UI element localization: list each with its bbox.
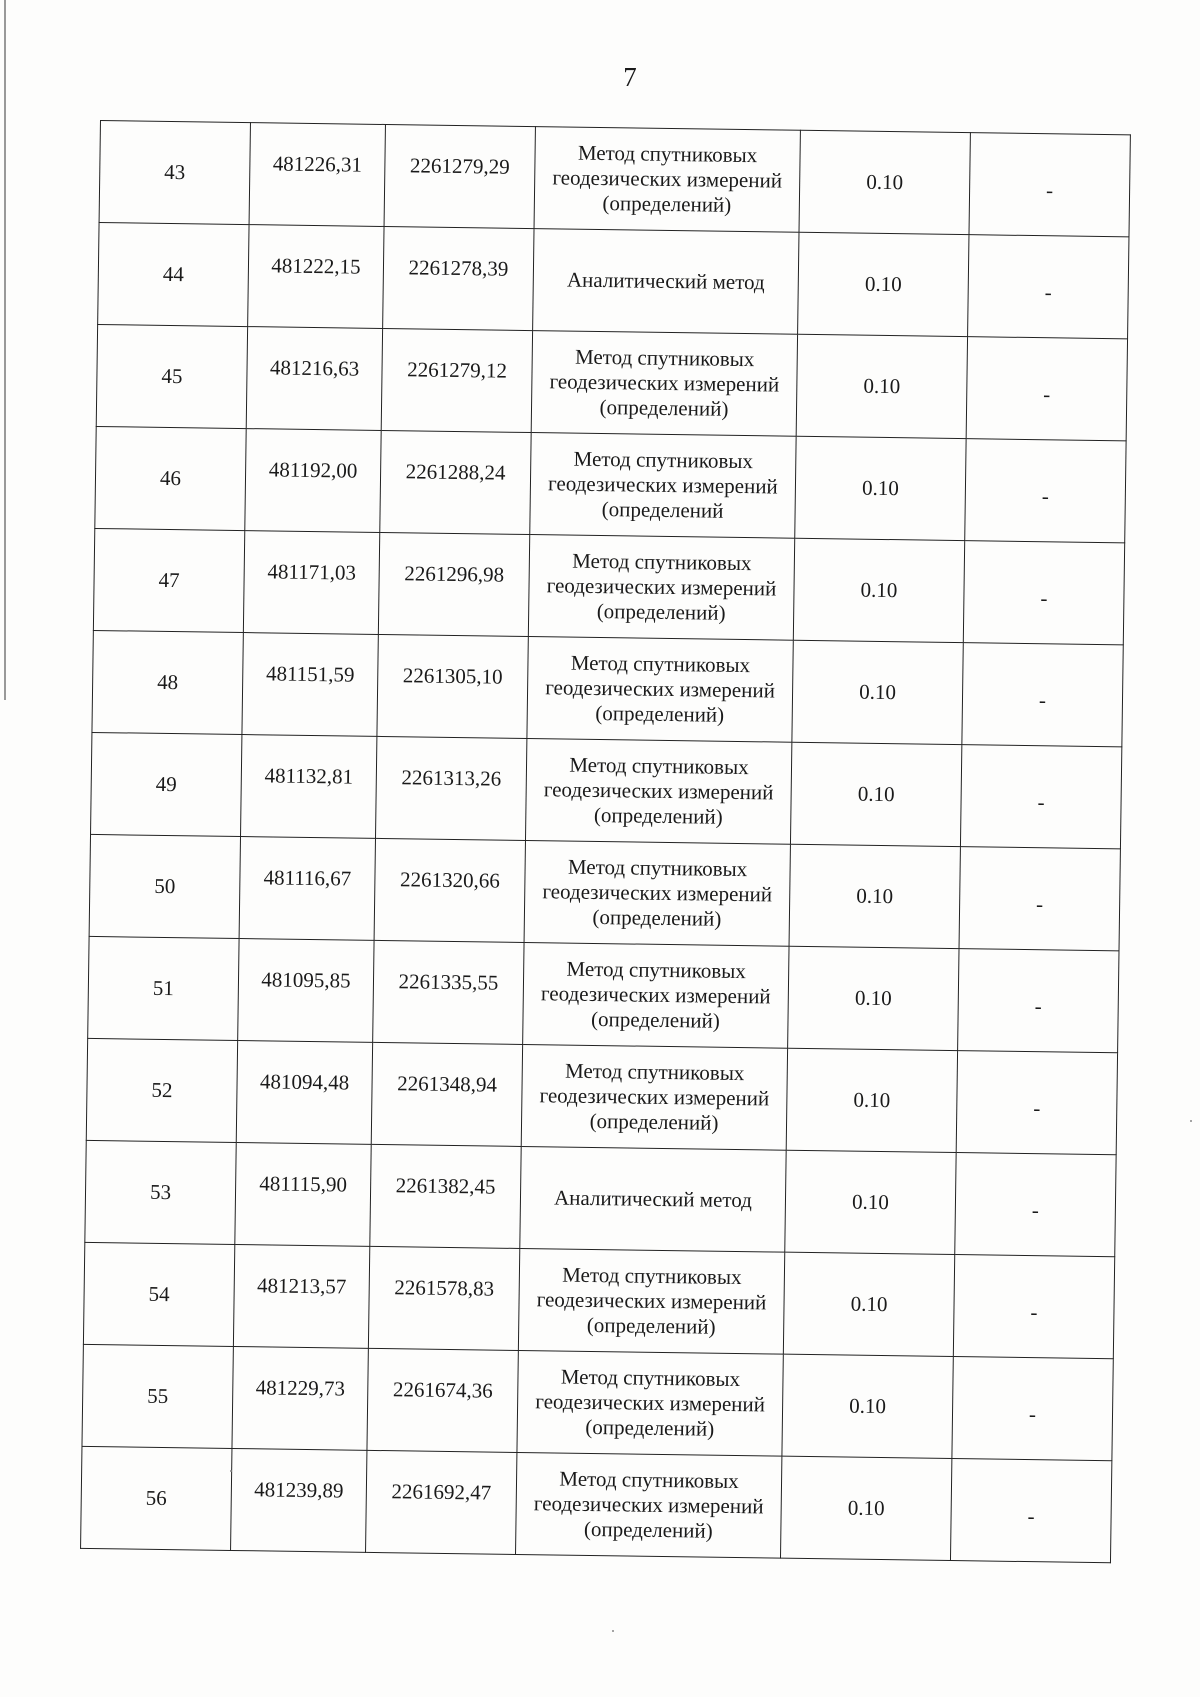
point-number-cell xyxy=(96,324,247,428)
method-text: Метод спутниковых геодезических измерений (определений) xyxy=(543,752,774,829)
method-cell xyxy=(534,127,800,233)
point-number: 56 xyxy=(145,1485,167,1511)
x-coordinate: 481229,73 xyxy=(255,1375,346,1401)
note-value: - xyxy=(1041,484,1050,509)
method-text: Аналитический метод xyxy=(553,1185,753,1213)
method-text: Метод спутниковых геодезических измерений (определений) xyxy=(545,650,776,727)
method-cell xyxy=(525,739,791,845)
y-coordinate-cell xyxy=(370,1144,521,1248)
method-text: Аналитический метод xyxy=(566,267,765,295)
x-coordinate-cell xyxy=(248,225,384,329)
point-number: 54 xyxy=(148,1281,170,1307)
page-number: 7 xyxy=(623,62,637,92)
point-number-cell xyxy=(93,528,244,632)
method-text: Метод спутниковых геодезических измерений (определений) xyxy=(539,1058,770,1135)
point-number: 47 xyxy=(158,567,180,593)
accuracy-cell xyxy=(788,946,959,1050)
note-value: - xyxy=(1034,994,1042,1019)
accuracy-cell xyxy=(785,1150,956,1254)
y-coordinate: 2261578,83 xyxy=(394,1275,495,1301)
accuracy-cell xyxy=(782,1354,953,1458)
point-number-cell xyxy=(85,1140,236,1244)
x-coordinate: 481132,81 xyxy=(264,763,354,789)
method-cell xyxy=(520,1146,786,1252)
point-number-cell xyxy=(88,936,239,1040)
accuracy-cell xyxy=(798,232,969,336)
note-cell xyxy=(969,133,1130,237)
scan-speck xyxy=(612,1630,614,1632)
point-number-cell xyxy=(91,732,242,836)
accuracy-value: 0.10 xyxy=(857,781,895,807)
method-text: Метод спутниковых геодезических измерений (определений) xyxy=(542,854,773,931)
table-row xyxy=(98,222,1129,338)
point-number: 45 xyxy=(161,363,183,389)
y-coordinate: 2261279,29 xyxy=(409,153,510,179)
accuracy-cell xyxy=(789,844,960,948)
y-coordinate-cell xyxy=(375,736,526,840)
method-cell xyxy=(528,535,794,641)
scan-edge-line xyxy=(4,0,6,700)
point-number: 46 xyxy=(159,465,182,491)
accuracy-value: 0.10 xyxy=(864,271,902,297)
x-coordinate: 481213,57 xyxy=(256,1273,347,1299)
table-row xyxy=(95,426,1126,542)
note-cell xyxy=(953,1255,1114,1359)
x-coordinate: 481151,59 xyxy=(265,661,355,687)
note-cell xyxy=(962,643,1123,747)
note-cell xyxy=(966,337,1127,441)
point-number: 53 xyxy=(149,1179,172,1205)
method-cell xyxy=(530,433,796,539)
method-cell xyxy=(524,841,790,947)
y-coordinate: 2261348,94 xyxy=(397,1071,498,1097)
note-cell xyxy=(959,847,1120,951)
accuracy-value: 0.10 xyxy=(849,1393,887,1419)
table-row xyxy=(85,1140,1116,1256)
method-text: Метод спутниковых геодезических измерений (определений) xyxy=(533,1466,764,1543)
scan-speck xyxy=(230,1470,232,1472)
x-coordinate: 481116,67 xyxy=(263,865,352,891)
accuracy-value: 0.10 xyxy=(850,1291,888,1317)
y-coordinate: 2261335,55 xyxy=(398,969,499,995)
method-cell xyxy=(518,1248,784,1354)
x-coordinate-cell xyxy=(239,837,375,941)
x-coordinate: 481115,90 xyxy=(259,1171,348,1197)
x-coordinate: 481226,31 xyxy=(272,151,363,177)
x-coordinate-cell xyxy=(246,327,382,431)
x-coordinate: 481216,63 xyxy=(269,355,360,381)
y-coordinate: 2261313,26 xyxy=(401,765,502,791)
method-cell xyxy=(517,1350,783,1456)
x-coordinate-cell xyxy=(236,1041,372,1145)
method-cell xyxy=(531,331,797,437)
accuracy-value: 0.10 xyxy=(851,1189,890,1215)
coordinates-table-body xyxy=(81,121,1131,1563)
note-cell xyxy=(965,439,1126,543)
y-coordinate-cell xyxy=(368,1246,519,1350)
y-coordinate: 2261279,12 xyxy=(407,357,508,383)
y-coordinate-cell xyxy=(373,940,524,1044)
note-value: - xyxy=(1030,1300,1038,1325)
x-coordinate: 481094,48 xyxy=(259,1069,350,1095)
note-cell xyxy=(968,235,1129,339)
point-number-cell xyxy=(95,426,246,530)
y-coordinate: 2261674,36 xyxy=(392,1377,493,1403)
point-number-cell xyxy=(82,1344,233,1448)
accuracy-cell xyxy=(796,334,967,438)
point-number: 51 xyxy=(152,975,175,1001)
method-text: Метод спутниковых геодезических измерений (определений xyxy=(547,446,778,523)
point-number-cell xyxy=(92,630,243,734)
y-coordinate: 2261692,47 xyxy=(391,1479,492,1505)
method-text: Метод спутниковых геодезических измерений (определений) xyxy=(549,344,780,421)
accuracy-cell xyxy=(790,742,961,846)
x-coordinate-cell xyxy=(231,1448,367,1552)
point-number: 43 xyxy=(164,159,186,185)
method-cell xyxy=(533,229,799,335)
note-cell xyxy=(952,1357,1113,1461)
note-value: - xyxy=(1027,1504,1035,1529)
note-value: - xyxy=(1043,382,1051,407)
x-coordinate: 481095,85 xyxy=(261,967,351,993)
method-text: Метод спутниковых геодезических измерений (определений) xyxy=(540,956,771,1033)
y-coordinate-cell xyxy=(383,226,534,330)
note-value: - xyxy=(1045,178,1054,203)
note-cell xyxy=(963,541,1124,645)
method-cell xyxy=(523,943,789,1049)
point-number: 49 xyxy=(155,771,177,797)
note-value: - xyxy=(1037,790,1045,815)
accuracy-cell xyxy=(793,538,964,642)
point-number: 55 xyxy=(147,1383,169,1409)
y-coordinate-cell xyxy=(366,1450,517,1554)
y-coordinate-cell xyxy=(381,328,532,432)
x-coordinate-cell xyxy=(235,1143,371,1247)
y-coordinate: 2261296,98 xyxy=(404,561,505,587)
accuracy-value: 0.10 xyxy=(861,475,899,501)
note-value: - xyxy=(1038,688,1047,713)
accuracy-value: 0.10 xyxy=(863,373,901,399)
accuracy-value: 0.10 xyxy=(853,1087,891,1113)
point-number-cell xyxy=(83,1242,234,1346)
accuracy-cell xyxy=(795,436,966,540)
y-coordinate-cell xyxy=(371,1042,522,1146)
accuracy-value: 0.10 xyxy=(866,169,904,195)
accuracy-cell xyxy=(783,1252,954,1356)
y-coordinate-cell xyxy=(367,1348,518,1452)
point-number-cell xyxy=(89,834,240,938)
note-cell xyxy=(956,1051,1117,1155)
table-row xyxy=(81,1446,1112,1562)
table-row xyxy=(92,630,1123,746)
x-coordinate: 481171,03 xyxy=(267,559,357,585)
point-number: 50 xyxy=(154,873,176,899)
x-coordinate-cell xyxy=(245,429,381,533)
table-row xyxy=(96,324,1127,440)
note-cell xyxy=(955,1153,1116,1257)
point-number: 52 xyxy=(151,1077,173,1103)
x-coordinate-cell xyxy=(233,1244,369,1348)
y-coordinate-cell xyxy=(378,532,529,636)
table-row xyxy=(99,121,1130,237)
accuracy-value: 0.10 xyxy=(860,577,898,603)
note-cell xyxy=(958,949,1119,1053)
y-coordinate-cell xyxy=(384,124,535,228)
table-row xyxy=(88,936,1119,1052)
method-text: Метод спутниковых геодезических измерений (определений) xyxy=(536,1262,767,1339)
x-coordinate: 481239,89 xyxy=(254,1477,344,1503)
note-value: - xyxy=(1044,280,1052,305)
method-cell xyxy=(527,637,793,743)
note-value: - xyxy=(1031,1198,1040,1223)
accuracy-value: 0.10 xyxy=(847,1495,885,1521)
note-value: - xyxy=(1040,586,1048,611)
y-coordinate: 2261382,45 xyxy=(395,1173,496,1199)
accuracy-value: 0.10 xyxy=(854,985,892,1011)
note-value: - xyxy=(1033,1096,1041,1121)
x-coordinate: 481222,15 xyxy=(271,253,361,279)
accuracy-cell xyxy=(799,130,970,234)
coordinates-table xyxy=(80,120,1131,1563)
y-coordinate: 2261320,66 xyxy=(399,867,500,893)
coordinates-table-wrapper xyxy=(80,120,1130,1563)
y-coordinate-cell xyxy=(377,634,528,738)
note-cell xyxy=(950,1459,1111,1563)
method-cell xyxy=(521,1044,787,1150)
point-number-cell xyxy=(86,1038,237,1142)
x-coordinate-cell xyxy=(232,1346,368,1450)
y-coordinate: 2261278,39 xyxy=(408,255,509,281)
point-number-cell xyxy=(99,121,250,225)
x-coordinate-cell xyxy=(243,531,379,635)
x-coordinate-cell xyxy=(241,735,377,839)
point-number-cell xyxy=(81,1446,232,1550)
x-coordinate: 481192,00 xyxy=(268,457,358,483)
point-number: 44 xyxy=(162,261,185,287)
point-number-cell xyxy=(98,222,249,326)
table-row xyxy=(86,1038,1117,1154)
table-row xyxy=(93,528,1124,644)
note-value: - xyxy=(1028,1402,1037,1427)
table-row xyxy=(91,732,1122,848)
note-cell xyxy=(960,745,1121,849)
accuracy-value: 0.10 xyxy=(856,883,894,909)
x-coordinate-cell xyxy=(238,939,374,1043)
y-coordinate-cell xyxy=(374,838,525,942)
accuracy-value: 0.10 xyxy=(859,679,897,705)
accuracy-cell xyxy=(786,1048,957,1152)
scan-speck xyxy=(1190,1120,1192,1122)
accuracy-cell xyxy=(780,1456,951,1560)
y-coordinate: 2261288,24 xyxy=(405,459,506,485)
accuracy-cell xyxy=(792,640,963,744)
x-coordinate-cell xyxy=(242,633,378,737)
x-coordinate-cell xyxy=(249,123,385,227)
method-text: Метод спутниковых геодезических измерений (определений) xyxy=(552,140,783,217)
method-text: Метод спутниковых геодезических измерений (определений) xyxy=(535,1364,766,1441)
table-row xyxy=(89,834,1120,950)
table-row xyxy=(83,1242,1114,1358)
method-text: Метод спутниковых геодезических измерений (определений) xyxy=(546,548,777,625)
note-value: - xyxy=(1035,892,1044,917)
y-coordinate: 2261305,10 xyxy=(402,663,503,689)
point-number: 48 xyxy=(156,669,179,695)
table-row xyxy=(82,1344,1113,1460)
y-coordinate-cell xyxy=(380,430,531,534)
method-cell xyxy=(516,1452,782,1558)
